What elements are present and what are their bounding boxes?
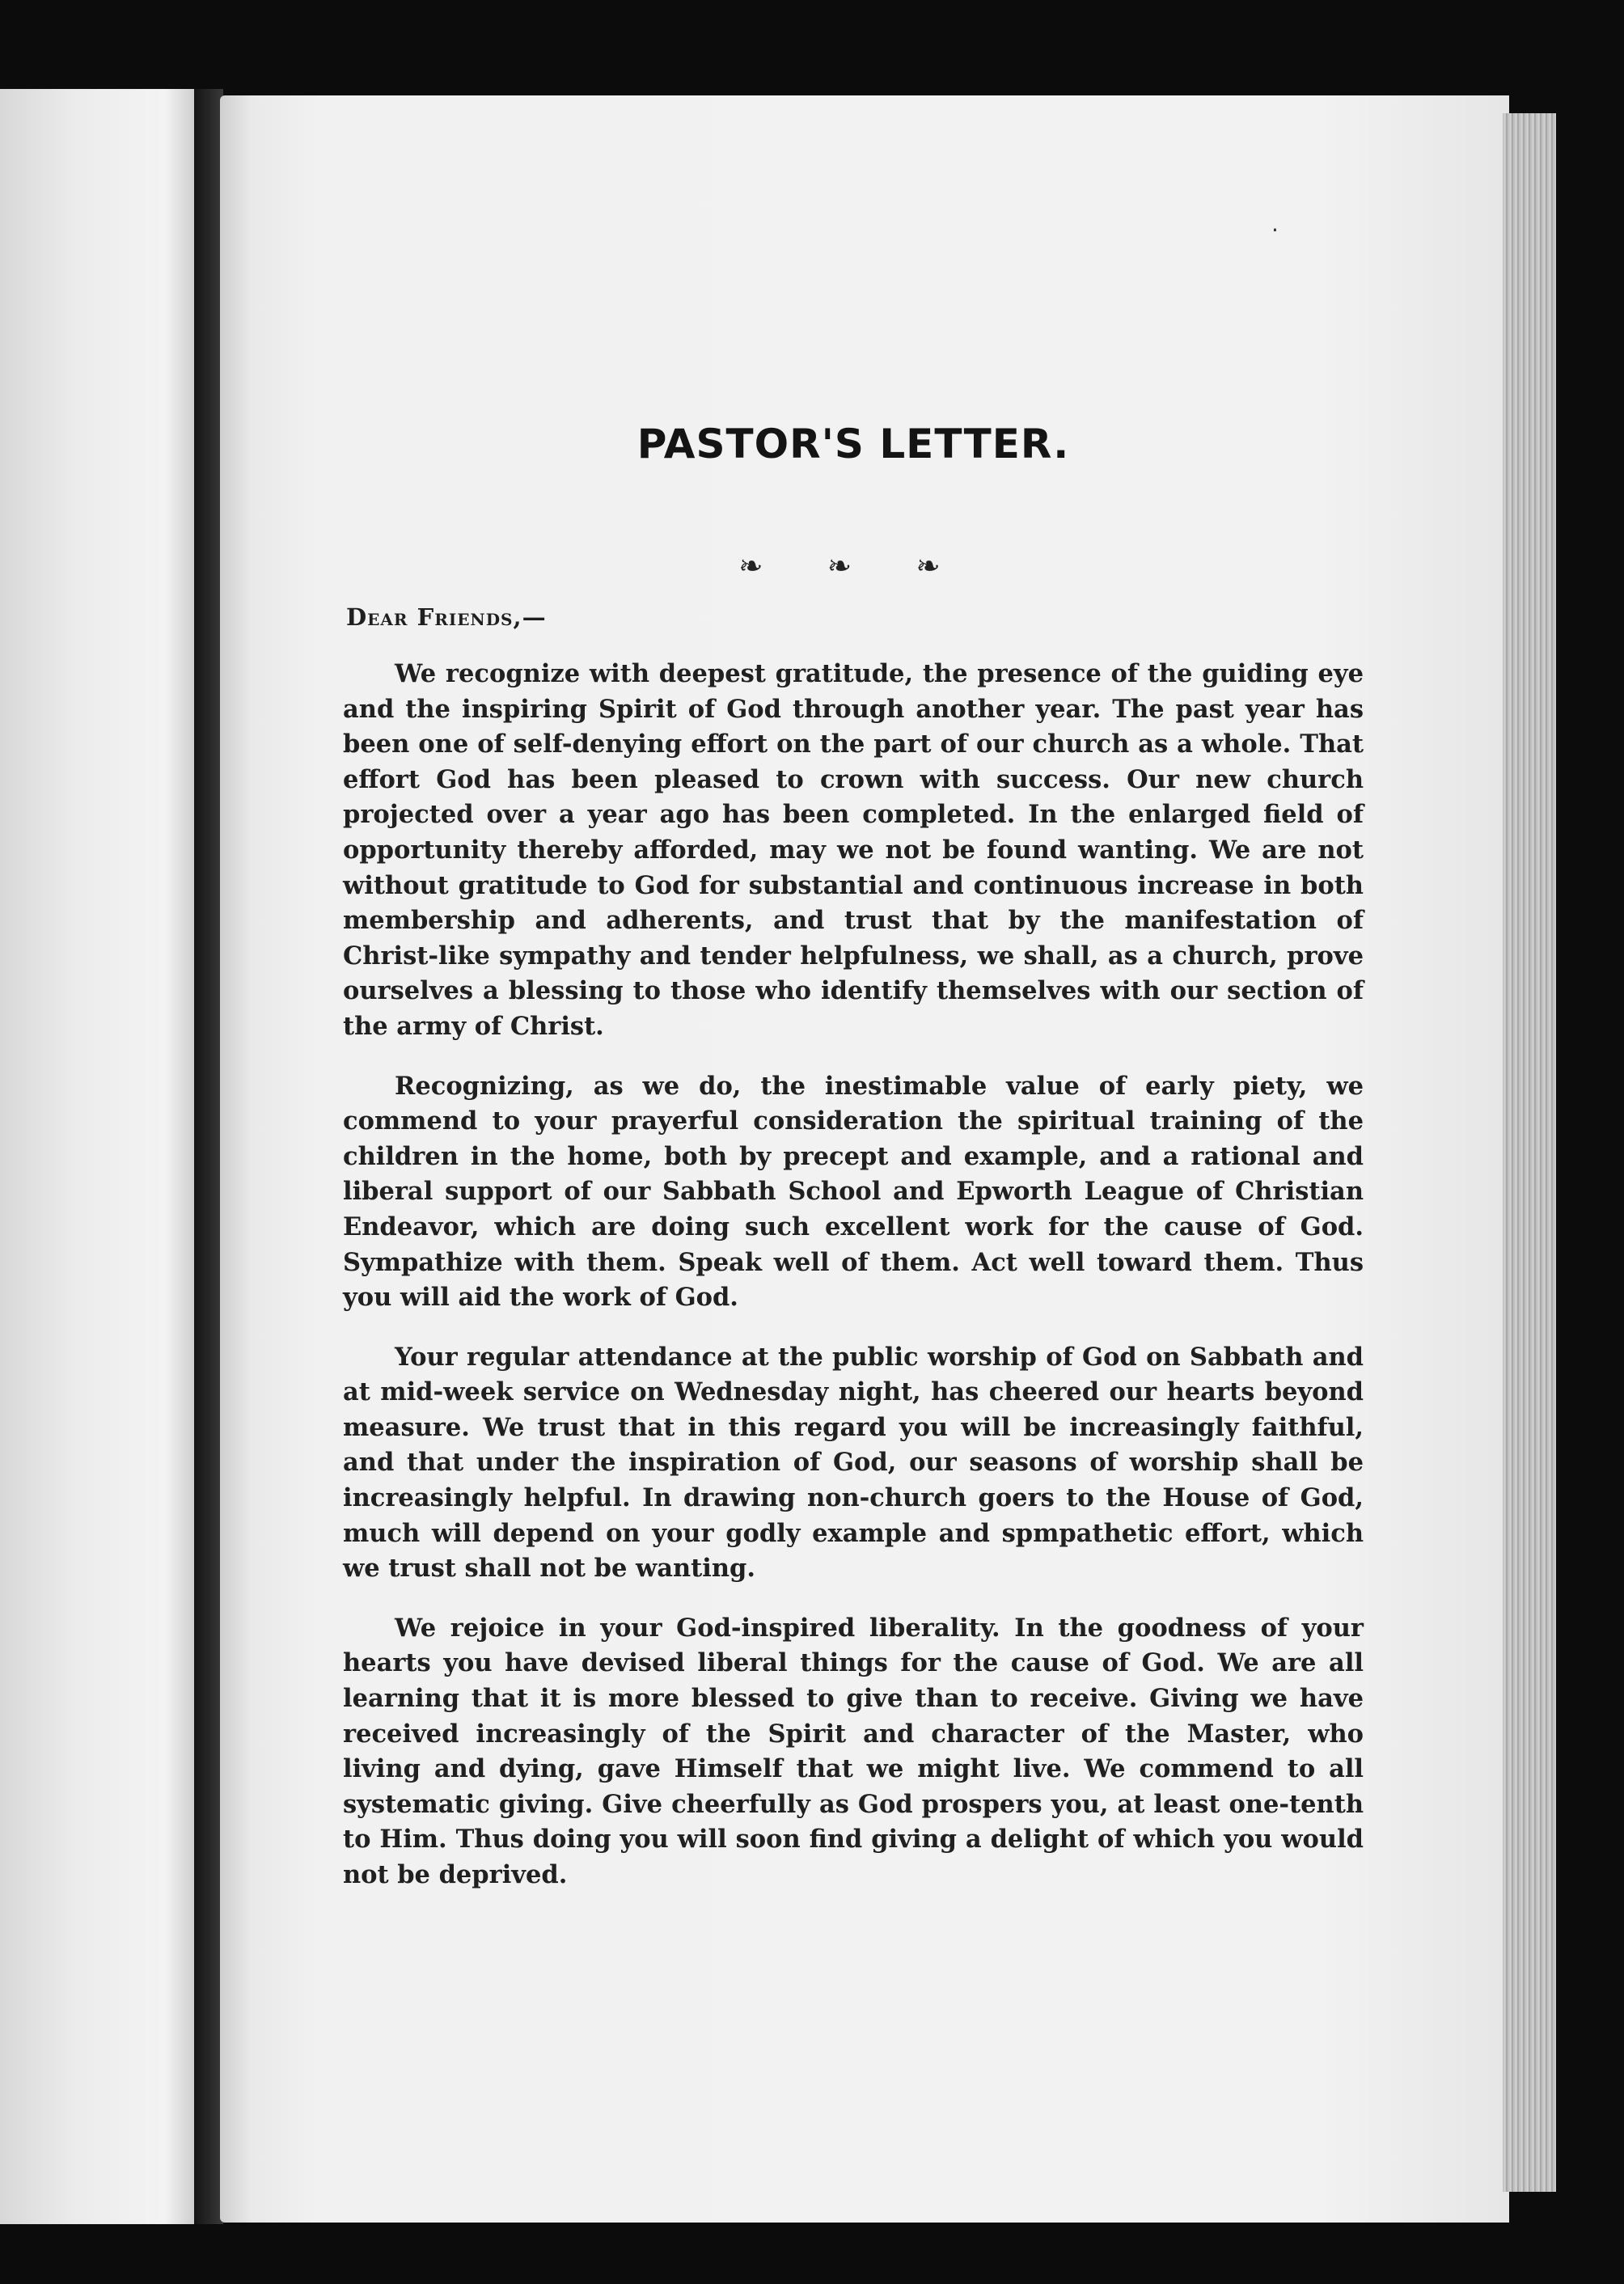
- letter-body: [343, 657, 1364, 1918]
- book-gutter: [194, 89, 223, 2224]
- letter-salutation: Dear Friends,—: [346, 603, 547, 631]
- paragraph: Recognizing, as we do, the inestimable value of early piety, we commend to your prayerful consideration the spiritual training of the children in the home, both by precept and example, and a rational and liberal support of our Sabbath School and Epworth League of Christian Endeavor, which are doing such excellent work for the cause of God. Sympathize with them. Speak well of them. Act well toward them. Thus you will aid the work of God.: [343, 1071, 1364, 1313]
- page-speck: ·: [1271, 217, 1279, 243]
- left-facing-page: [0, 89, 194, 2224]
- paragraph: We recognize with deepest gratitude, the presence of the guiding eye and the inspiring Spirit of God through another year. The past year has been one of self-denying effort on the part of our church as a whole. That effort God has been pleased to crown with success. Our new church projected over a year ago has been completed. In the enlarged field of opportunity thereby afforded, may we not be found wanting. We are not without gratitude to God for substantial and continuous increase in both membership and adherents, and trust that by the manifestation of Christ-like sympathy and tender helpfulness, we shall, as a church, prove ourselves a blessing to those who identify themselves with our section of the army of Christ.: [343, 659, 1364, 1041]
- fleuron-ornament-icon: ❧ ❧ ❧: [738, 550, 968, 583]
- paragraph: Your regular attendance at the public worship of God on Sabbath and at mid-week service on Wednesday night, has cheered our hearts beyond measure. We trust that in this regard you will be increasingly faithful, and that under the inspiration of God, our seasons of worship shall be increasingly helpful. In drawing non-church goers to the House of God, much will depend on your godly example and spmpathetic effort, which we trust shall not be wanting.: [343, 1342, 1364, 1584]
- paragraph: We rejoice in your God-inspired liberality. In the goodness of your hearts you have devised liberal things for the cause of God. We are all learning that it is more blessed to give than to receive. Giving we have received increasingly of the Spirit and character of the Master, who living and dying, gave Himself that we might live. We commend to all systematic giving. Give cheerfully as God prospers you, at least one-tenth to Him. Thus doing you will soon find giving a delight of which you would not be deprived.: [343, 1613, 1364, 1889]
- page-title: PASTOR'S LETTER.: [636, 421, 1070, 467]
- page-edges: [1503, 113, 1556, 2192]
